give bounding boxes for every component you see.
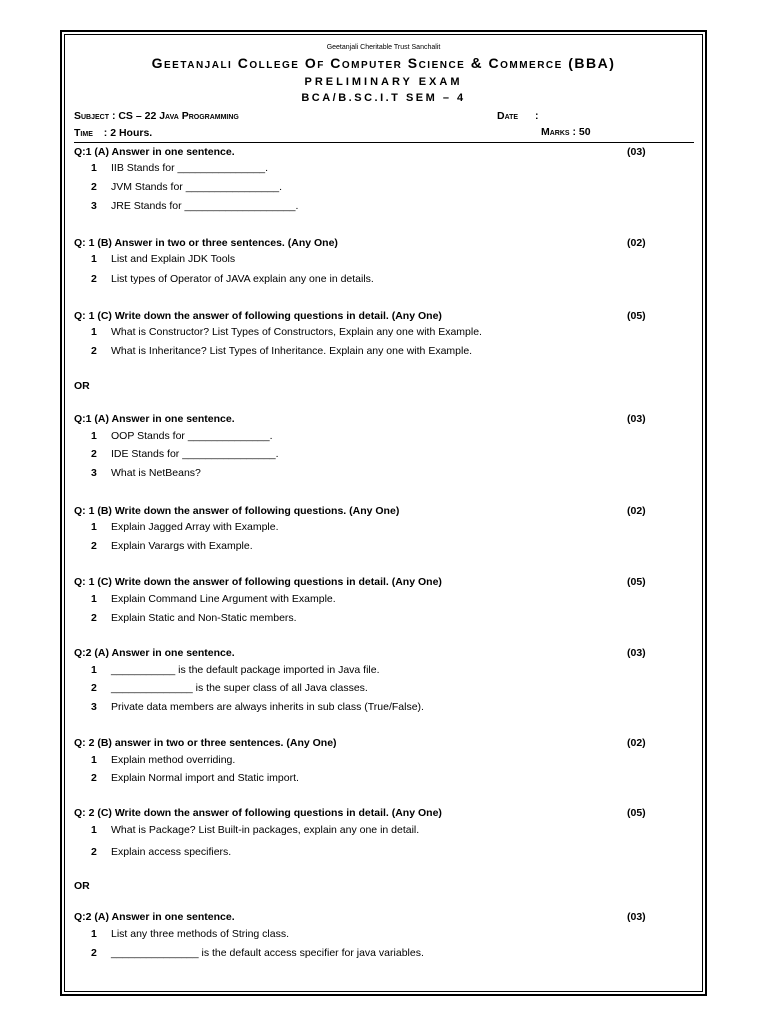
question-item-text: _______________ is the default access specifier for java variables. [111, 947, 424, 959]
question-title: Q: 1 (B) Answer in two or three sentences. (Any One) [74, 237, 338, 249]
question-item-number: 2 [91, 682, 97, 694]
question-item-number: 2 [91, 846, 97, 858]
marks-row [541, 126, 591, 138]
question-heading [74, 647, 674, 664]
question-item-text: List any three methods of String class. [111, 928, 290, 940]
question-item-text: Private data members are always inherits in sub class (True/False). [111, 701, 424, 713]
question-item-text: ______________ is the super class of all Java classes. [111, 682, 368, 694]
question-item-text: List types of Operator of JAVA explain any one in details. [111, 273, 374, 285]
question-item-text: Explain Normal import and Static import. [111, 772, 299, 784]
question-title: Q: 2 (C) Write down the answer of following questions in detail. (Any One) [74, 807, 442, 819]
header-rule [74, 142, 694, 143]
exam-title: PRELIMINARY EXAM [304, 76, 463, 88]
question-title: Q:2 (A) Answer in one sentence. [74, 911, 235, 923]
question-item-number: 2 [91, 947, 97, 959]
question-item-text: What is Inheritance? List Types of Inheritance. Explain any one with Example. [111, 345, 473, 357]
question-item-number: 2 [91, 181, 97, 193]
date-value: : [535, 110, 539, 122]
subject-row [74, 110, 239, 122]
question-item-number: 1 [91, 521, 97, 533]
date-label: Date [497, 110, 519, 122]
question-item-text: Explain Command Line Argument with Example. [111, 593, 336, 605]
trust-line: Geetanjali Cheritable Trust Sanchalit [326, 44, 441, 51]
question-item-text: JVM Stands for ________________. [111, 181, 283, 193]
question-item-text: Explain access specifiers. [111, 846, 232, 858]
question-item-number: 2 [91, 345, 97, 357]
question-item-text: IIB Stands for _______________. [111, 162, 269, 174]
question-heading [74, 310, 674, 327]
question-item-number: 1 [91, 326, 97, 338]
college-name-amp: & [470, 55, 484, 72]
question-heading [74, 237, 674, 254]
question-heading [74, 413, 674, 430]
question-item-number: 1 [91, 754, 97, 766]
question-item-number: 1 [91, 162, 97, 174]
question-heading [74, 911, 674, 928]
college-name-part1: Geetanjali College Of Computer Science [151, 55, 471, 71]
subject-label: Subject [74, 110, 110, 122]
question-heading [74, 576, 674, 593]
question-item-text: Explain Varargs with Example. [111, 540, 253, 552]
college-name [64, 55, 703, 72]
question-item-text: ___________ is the default package imported in Java file. [111, 664, 380, 676]
question-title: Q: 1 (C) Write down the answer of following questions in detail. (Any One) [74, 576, 442, 588]
question-item-number: 2 [91, 772, 97, 784]
question-title: Q:2 (A) Answer in one sentence. [74, 647, 235, 659]
question-item-number: 1 [91, 664, 97, 676]
time-row [74, 127, 152, 139]
question-item-text: What is Package? List Built-in packages, explain any one in detail. [111, 824, 420, 836]
question-title: Q: 1 (C) Write down the answer of following questions in detail. (Any One) [74, 310, 442, 322]
question-marks: (05) [627, 807, 646, 819]
question-marks: (03) [627, 911, 646, 923]
question-item-number: 3 [91, 701, 97, 713]
subject-value: : CS – 22 Java Programming [111, 110, 239, 122]
question-heading [74, 807, 674, 824]
question-marks: (03) [627, 413, 646, 425]
question-title: Q:1 (A) Answer in one sentence. [74, 146, 235, 158]
marks-value: : 50 [572, 126, 591, 138]
question-item-number: 1 [91, 253, 97, 265]
question-item-number: 1 [91, 824, 97, 836]
time-label: Time [74, 127, 93, 139]
question-item-text: List and Explain JDK Tools [111, 253, 236, 265]
question-marks: (03) [627, 647, 646, 659]
question-item-number: 1 [91, 430, 97, 442]
question-item-number: 2 [91, 273, 97, 285]
question-item-text: Explain Static and Non-Static members. [111, 612, 297, 624]
question-marks: (02) [627, 505, 646, 517]
question-heading [74, 737, 674, 754]
question-item-number: 3 [91, 200, 97, 212]
question-item-number: 1 [91, 928, 97, 940]
question-item-number: 1 [91, 593, 97, 605]
course-title: BCA/B.SC.I.T SEM – 4 [301, 92, 466, 104]
date-row [497, 110, 539, 122]
question-marks: (03) [627, 146, 646, 158]
or-separator: OR [74, 880, 90, 892]
question-item-text: Explain Jagged Array with Example. [111, 521, 279, 533]
question-item-number: 2 [91, 448, 97, 460]
or-separator: OR [74, 380, 90, 392]
question-item-text: What is Constructor? List Types of Constructors, Explain any one with Example. [111, 326, 482, 338]
question-item-text: OOP Stands for ______________. [111, 430, 273, 442]
question-item-text: IDE Stands for ________________. [111, 448, 279, 460]
question-item-text: What is NetBeans? [111, 467, 201, 479]
question-heading [74, 146, 674, 163]
question-title: Q: 2 (B) answer in two or three sentences. (Any One) [74, 737, 337, 749]
question-item-text: Explain method overriding. [111, 754, 236, 766]
question-item-number: 2 [91, 612, 97, 624]
time-value: : 2 Hours. [103, 127, 153, 139]
question-marks: (05) [627, 310, 646, 322]
question-marks: (02) [627, 237, 646, 249]
question-title: Q:1 (A) Answer in one sentence. [74, 413, 235, 425]
question-item-number: 3 [91, 467, 97, 479]
question-item-text: JRE Stands for ___________________. [111, 200, 299, 212]
question-marks: (05) [627, 576, 646, 588]
college-name-part2: Commerce (BBA) [483, 55, 616, 71]
question-title: Q: 1 (B) Write down the answer of following questions. (Any One) [74, 505, 400, 517]
marks-label: Marks [541, 126, 570, 138]
question-item-number: 2 [91, 540, 97, 552]
question-marks: (02) [627, 737, 646, 749]
question-heading [74, 505, 674, 522]
